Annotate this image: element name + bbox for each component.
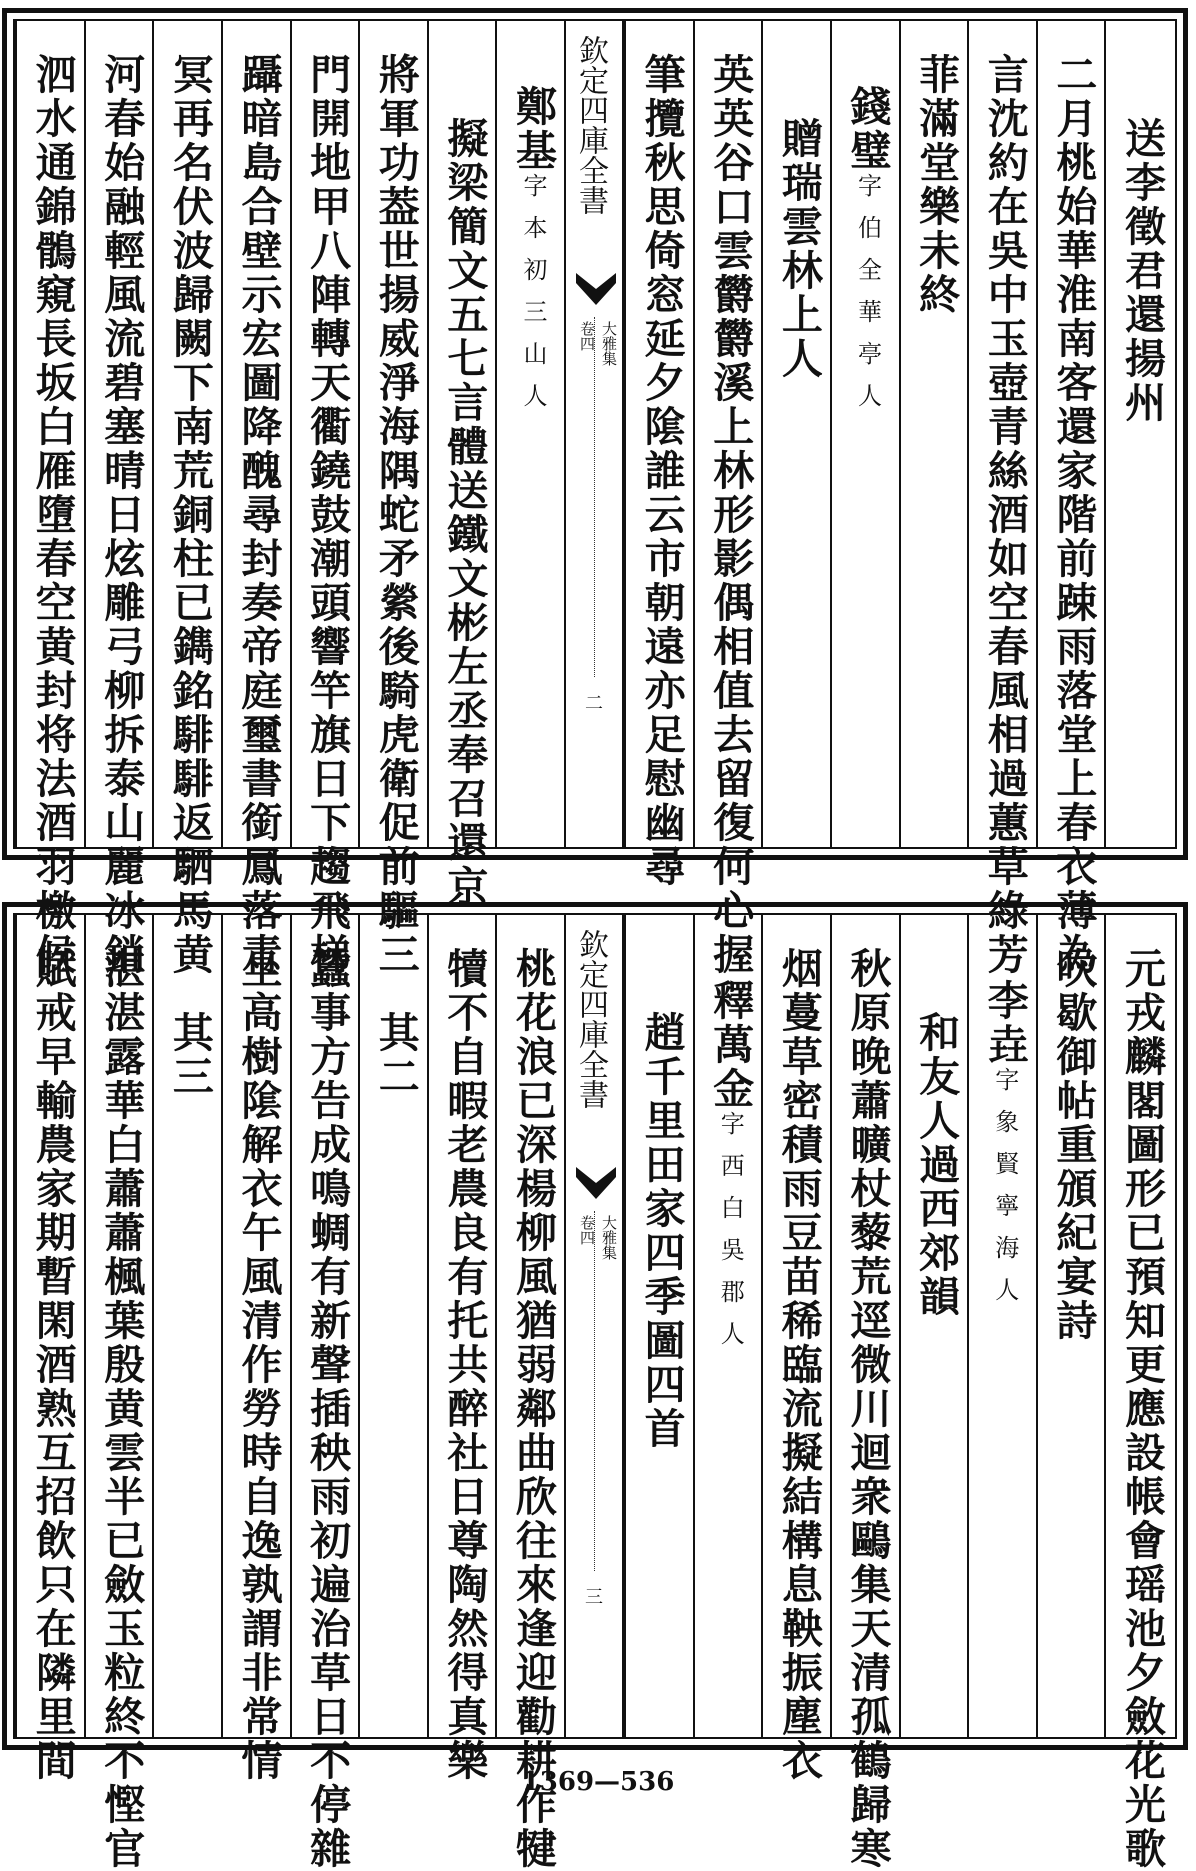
column-text: 秋原晚蕭曠杖藜荒逕微川迴衆鷗集天清孤鶴歸寒	[843, 947, 892, 1871]
column-text: 言沈約在吳中玉壺青絲酒如空春風相過蕙草綠芳	[980, 53, 1029, 977]
author-note: 字象賢寧海人	[990, 1067, 1019, 1319]
fold-header-title: 欽定四庫全書	[573, 35, 608, 215]
column-text: 李垚	[980, 979, 1029, 1067]
column-text: 冥再名伏波歸闕下南荒銅柱已鐫銘騑騑返駟馬黄	[165, 53, 214, 977]
text-column	[427, 21, 496, 909]
column-text: 躡暗島合壁示宏圖降醜尋封奏帝庭璽書銜鳳落青	[234, 53, 283, 977]
text-column	[761, 915, 830, 1783]
fold-book-title: 大雅集	[600, 321, 618, 366]
fold-leaf-number: 二	[585, 693, 603, 714]
fold-volume-label: 卷四	[578, 321, 596, 351]
text-column	[967, 21, 1036, 977]
text-column	[693, 915, 762, 1737]
text-column	[358, 21, 427, 977]
text-column	[15, 915, 84, 1783]
text-column	[495, 21, 564, 847]
column-text: 河春始融輕風流碧塞晴日炫雕弓柳拆泰山麗冰銷	[97, 53, 146, 977]
text-column	[1036, 915, 1105, 1737]
column-text: 蠶事方告成鳴蜩有新聲插秧雨初遍治草日不停雜	[303, 947, 352, 1871]
fold-leaf-number: 三	[585, 1587, 603, 1608]
text-column	[624, 915, 693, 1737]
column-text: 贈瑞雲林上人	[774, 117, 823, 381]
text-column	[15, 21, 84, 977]
center-fold-strip	[564, 21, 624, 847]
page-footer-number: 1369—536	[521, 1767, 675, 1797]
top-page	[2, 8, 1188, 977]
text-column	[830, 915, 899, 1871]
fold-book-title: 大雅集	[600, 1215, 618, 1260]
column-text: 元戎麟閣圖形已預知更應設帳會瑶池夕斂花光歌	[1118, 947, 1166, 1871]
fish-tail-mark-icon	[576, 269, 616, 309]
top-page-frame	[13, 19, 1177, 977]
column-text: 桃花浪已深楊柳風猶弱鄰曲欣往來逢迎勸耕作犍	[509, 947, 557, 1871]
column-text: 擬梁簡文五七言體送鐵文彬左丞奉召還京	[440, 117, 489, 909]
text-column	[624, 21, 693, 889]
column-text: 門開地甲八陣轉天衢鐃鼓潮頭響竿旗日下趨飛梯	[303, 53, 352, 977]
text-column	[152, 21, 221, 977]
text-column	[761, 21, 830, 847]
fold-header-title: 欽定四庫全書	[573, 929, 608, 1109]
column-text: 二月桃始華淮南客還家階前踈雨落堂上春衣薄為	[1049, 53, 1098, 977]
column-text: 鄭基	[509, 85, 557, 173]
text-column	[830, 21, 899, 847]
fold-guide-line	[594, 317, 595, 677]
author-note: 字西白吳郡人	[716, 1111, 745, 1363]
text-column	[1104, 915, 1173, 1871]
author-note: 字伯全華亭人	[853, 173, 882, 425]
column-text: 泗水通錦鶻窺長坂白雁墮春空黄封将法酒羽檄候	[28, 53, 77, 977]
fold-volume-label: 卷四	[578, 1215, 596, 1245]
column-text: 其三	[165, 1011, 214, 1099]
text-column	[967, 915, 1036, 1737]
column-text: 吹歇御帖重頒紀宴詩	[1049, 947, 1098, 1343]
column-text: 將軍功葢世揚威淨海隅蛇矛縈後騎虎衛促前驅三	[371, 53, 420, 977]
center-fold-strip	[564, 915, 624, 1737]
column-text: 送李徵君還揚州	[1118, 117, 1166, 425]
column-text: 犢不自暇老農良有托共醉社日尊陶然得真樂	[440, 947, 489, 1783]
text-column	[1036, 21, 1105, 977]
fold-guide-line	[594, 1211, 595, 1571]
text-column	[290, 21, 359, 977]
column-text: 其二	[371, 1011, 420, 1099]
text-column	[221, 21, 290, 977]
column-text: 賦戒早輸農家期暫閑酒熟互招飲只在隣里間	[28, 947, 77, 1783]
column-text: 趙千里田家四季圖四首	[637, 1011, 686, 1451]
fish-tail-mark-icon	[576, 1163, 616, 1203]
column-text: 釋萬金	[706, 979, 755, 1111]
column-text: 坐高樹隂解衣午風清作勞時自逸孰謂非常情	[234, 947, 283, 1783]
text-column	[899, 21, 968, 847]
column-text: 英英谷口雲欝欝溪上林形影偶相值去留復何心握	[706, 53, 755, 977]
text-column	[84, 21, 153, 977]
text-column	[358, 915, 427, 1737]
author-note: 字本初三山人	[519, 173, 547, 425]
text-column	[693, 21, 762, 977]
text-column	[290, 915, 359, 1871]
column-text: 湛湛露華白蕭蕭楓葉殷黄雲半已斂玉粒終不慳官	[97, 947, 146, 1871]
text-column	[1104, 21, 1173, 847]
column-text: 烟蔓草密積雨豆苗稀臨流擬結構息鞅振塵衣	[774, 947, 823, 1783]
text-column	[495, 915, 564, 1871]
text-column	[152, 915, 221, 1737]
column-text: 筆攬秋思倚窓延夕隂誰云市朝遠亦足慰幽尋	[637, 53, 686, 889]
column-text: 菲滿堂樂未終	[912, 53, 961, 317]
text-column	[221, 915, 290, 1783]
text-column	[427, 915, 496, 1783]
column-text: 和友人過西郊韻	[912, 1011, 961, 1319]
text-column	[84, 915, 153, 1871]
text-column	[899, 915, 968, 1737]
column-text: 錢璧	[843, 85, 892, 173]
